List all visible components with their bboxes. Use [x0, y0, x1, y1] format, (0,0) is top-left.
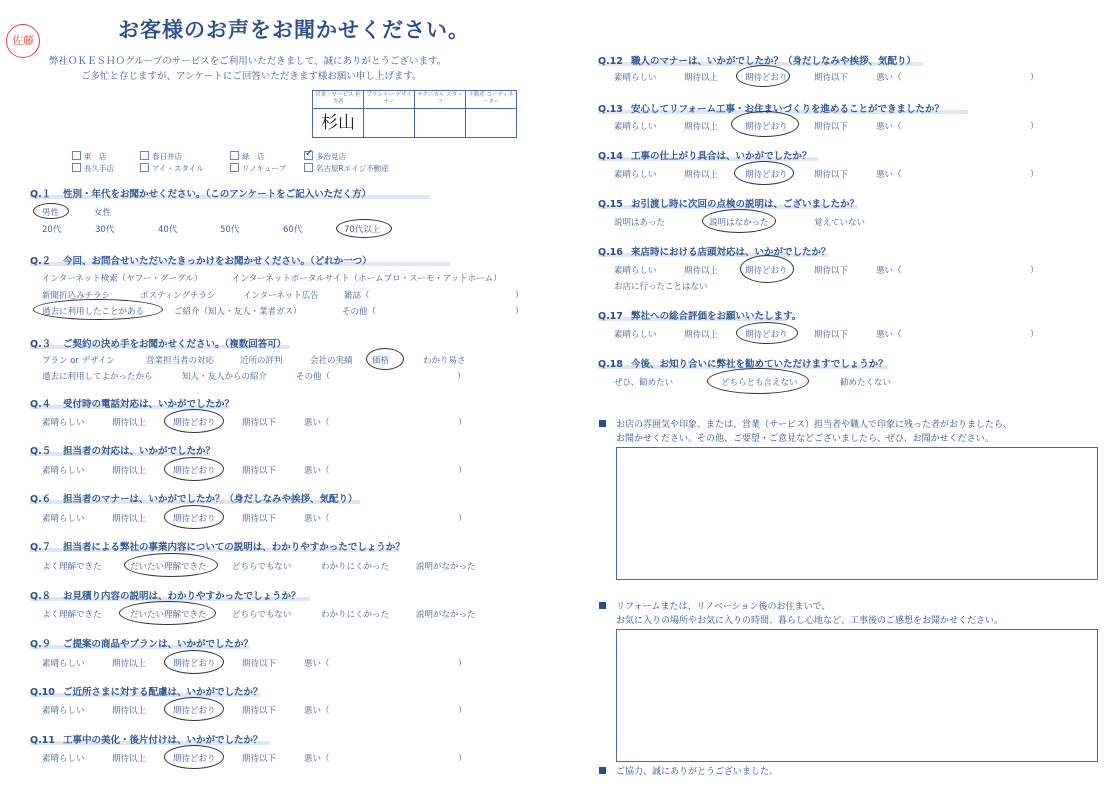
question-17: Q.17 弊社への総合評価をお願いいたします。 [598, 311, 802, 322]
q17-scale [614, 328, 1044, 340]
option[interactable]: 期待どおり [745, 266, 788, 276]
free-answer-box-1[interactable] [616, 447, 1098, 580]
option[interactable]: だいたい理解できた [130, 610, 207, 620]
free-question-2: リフォームまたは、リノベーション後のお住まいで、 お気に入りの場所やお気に入りの時間、暮らし心地など、工事後のご感想をお聞かせください。 [599, 600, 1003, 628]
option[interactable]: 20代 [42, 225, 62, 235]
option[interactable]: 期待以下 [814, 330, 849, 340]
option[interactable]: 悪い（ [304, 659, 330, 669]
question-7: Q.７ 担当者による弊社の事業内容についての説明は、わかりやすかったでしょうか？ [30, 542, 405, 553]
q8-scale [42, 608, 492, 620]
option[interactable]: 素晴らしい [42, 754, 85, 764]
option[interactable]: 期待どおり [173, 466, 216, 476]
option[interactable]: 期待以下 [242, 659, 277, 669]
option[interactable]: 価格 [372, 356, 390, 366]
option[interactable]: 期待以下 [242, 754, 277, 764]
option[interactable]: 素晴らしい [614, 330, 657, 340]
store-label: 緑 店 [242, 152, 265, 161]
staff-header: 営業・サービス 担当者 [313, 91, 364, 109]
question-6: Q.６ 担当者のマナーは、いかがでしたか？（身だしなみや挨拶、気配り） [30, 494, 358, 505]
checkbox[interactable] [304, 163, 313, 172]
option[interactable]: 営業担当者の対応 [146, 356, 215, 366]
answer-circle [164, 409, 224, 433]
option[interactable]: 悪い（ [304, 466, 330, 476]
footer-thanks: ご協力、誠にありがとうございました。 [599, 765, 778, 779]
option[interactable]: インターネットポータルサイト（ホームプロ・スーモ・アットホーム） [232, 274, 502, 284]
answer-circle [33, 203, 69, 219]
answer-circle [164, 745, 224, 769]
option[interactable]: 素晴らしい [42, 706, 85, 716]
free-question-1: お店の雰囲気や印象、または、営業（サービス）担当者や職人で印象に残った者がおりましたら、 お聞かせください。その他、ご要望・ご意見などございましたら、ぜひ、お聞かせください。 [599, 418, 1012, 446]
paren-close: ） [1030, 266, 1039, 276]
option[interactable]: どちらでもない [232, 610, 292, 620]
store-label: アイ・スタイル [152, 164, 204, 173]
staff-signature[interactable] [364, 109, 415, 138]
paren-close: ） [1030, 73, 1039, 83]
q12-scale [614, 71, 1044, 83]
paren-close: ） [515, 307, 524, 317]
option[interactable]: ポスティングチラシ [140, 291, 216, 301]
answer-circle [33, 299, 163, 320]
answer-circle [731, 111, 799, 137]
checkbox[interactable] [230, 151, 239, 160]
q2-row-1 [42, 272, 542, 284]
answer-circle [702, 209, 776, 233]
option[interactable]: 会社の実績 [310, 356, 353, 366]
paren-close: ） [1030, 330, 1039, 340]
paren-close: ） [458, 466, 467, 476]
option[interactable]: 説明がなかった [416, 562, 476, 572]
q11-scale [42, 752, 472, 764]
option[interactable]: 素晴らしい [614, 266, 657, 276]
answer-circle [736, 322, 798, 344]
option[interactable]: 50代 [220, 225, 240, 235]
option[interactable]: 期待以上 [684, 170, 719, 180]
store-label: 東 店 [84, 152, 107, 161]
option[interactable]: 期待以上 [684, 330, 719, 340]
option[interactable]: 期待以上 [112, 659, 147, 669]
answer-circle [707, 368, 809, 394]
option[interactable]: その他（ [342, 307, 377, 317]
option[interactable]: 覚えていない [814, 218, 866, 228]
option[interactable]: その他（ [296, 372, 331, 382]
q16-extra[interactable]: お店に行ったことはない [614, 282, 708, 292]
option[interactable]: 男性 [42, 208, 60, 218]
option[interactable]: わかり易さ [423, 356, 466, 366]
question-13: Q.13 安心してリフォーム工事・お住まいづくりを進めることができましたか？ [598, 104, 945, 115]
seal-text: 佐藤 [12, 34, 34, 47]
question-18: Q.18 今後、お知り合いに弊社を勧めていただけますでしょうか？ [598, 359, 888, 370]
answer-circle [164, 650, 224, 674]
option[interactable]: 悪い（ [876, 122, 902, 132]
question-10: Q.10 ご近所さまに対する配慮は、いかがでしたか？ [30, 687, 263, 698]
option[interactable]: 期待以下 [242, 514, 277, 524]
option[interactable]: 新聞折込みチラシ [42, 291, 111, 301]
q16-scale [614, 264, 1044, 276]
option[interactable]: 素晴らしい [614, 122, 657, 132]
option[interactable]: 30代 [95, 225, 115, 235]
store-label: リノキューブ [242, 164, 287, 173]
option[interactable]: 素晴らしい [42, 418, 85, 428]
q3-row-1 [42, 354, 542, 366]
seal-stamp [6, 24, 40, 58]
answer-circle [736, 65, 790, 87]
option[interactable]: インターネット検索（ヤフー・グーグル） [42, 274, 203, 284]
option[interactable]: 説明がなかった [416, 610, 476, 620]
q14-scale [614, 168, 1044, 180]
paren-close: ） [458, 706, 467, 716]
staff-header: テクニカル スタッフ [415, 91, 466, 109]
option[interactable]: 悪い（ [876, 73, 902, 83]
option[interactable]: よく理解できた [42, 610, 102, 620]
paren-close: ） [458, 754, 467, 764]
q4-scale [42, 416, 472, 428]
option[interactable]: 期待以上 [684, 122, 719, 132]
option[interactable]: 期待どおり [173, 514, 216, 524]
option[interactable]: 70代以上 [344, 225, 381, 235]
option[interactable]: 期待以上 [112, 754, 147, 764]
option[interactable]: 期待以下 [242, 418, 277, 428]
option[interactable]: 説明はなかった [709, 218, 769, 228]
option[interactable]: 期待以下 [814, 122, 849, 132]
question-8: Q.８ お見積り内容の説明は、わかりやすかったでしょうか？ [30, 591, 301, 602]
question-1: Q.１ 性別・年代をお聞かせください。（このアンケートをご記入いただく方） [30, 189, 372, 200]
staff-signature[interactable] [415, 109, 466, 138]
checkbox[interactable] [140, 151, 149, 160]
square-bullet-icon [599, 602, 606, 609]
answer-circle [336, 219, 392, 238]
option[interactable]: 期待以下 [814, 170, 849, 180]
option[interactable]: 期待以上 [112, 466, 147, 476]
option[interactable]: どちらでもない [232, 562, 292, 572]
store-label: 名古屋Rエイジ不動産 [316, 164, 389, 173]
q9-scale [42, 657, 472, 669]
checkbox[interactable] [140, 163, 149, 172]
option[interactable]: 期待どおり [745, 330, 788, 340]
option[interactable]: 期待どおり [745, 170, 788, 180]
option[interactable]: 期待以上 [112, 418, 147, 428]
option[interactable]: どちらとも言えない [721, 378, 798, 388]
option[interactable]: 勧めたくない [840, 378, 892, 388]
question-4: Q.４ 受付時の電話対応は、いかがでしたか？ [30, 399, 235, 410]
answer-circle [124, 553, 218, 577]
option[interactable]: 期待以上 [684, 73, 719, 83]
page-title: お客様のお声をお聞かせください。 [118, 18, 470, 42]
question-12: Q.12 職人のマナーは、いかがでしたか？（身だしなみや挨拶、気配り） [598, 56, 917, 67]
intro-line-1: 弊社ＯＫＥＳＨＯグループのサービスをご利用いただきまして、誠にありがとうございます。 [49, 56, 447, 67]
option[interactable]: 素晴らしい [42, 659, 85, 669]
question-16: Q.16 来店時における店頭対応は、いかがでしたか？ [598, 247, 831, 258]
option[interactable]: 期待どおり [745, 122, 788, 132]
checkbox[interactable] [230, 163, 239, 172]
store-label: 長久手店 [84, 164, 114, 173]
q1-gender [42, 206, 442, 218]
q13-scale [614, 120, 1044, 132]
option[interactable]: わかりにくかった [321, 610, 390, 620]
option[interactable]: 悪い（ [304, 706, 330, 716]
q3-row-2 [42, 370, 542, 382]
question-2: Q.２ 今回、お問合せいただいたきっかけをお聞かせください。（どれか一つ） [30, 256, 372, 267]
option[interactable]: 過去に利用してよかったから [42, 372, 153, 382]
option[interactable]: 期待どおり [173, 706, 216, 716]
question-3: Q.３ ご契約の決め手をお聞かせください。（複数回答可） [30, 339, 287, 350]
option[interactable]: 素晴らしい [614, 170, 657, 180]
option[interactable]: 期待以上 [684, 266, 719, 276]
option[interactable]: わかりにくかった [321, 562, 390, 572]
answer-circle [740, 255, 794, 283]
store-label: 春日井店 [152, 152, 182, 161]
answer-circle [164, 505, 224, 529]
answer-circle [119, 601, 216, 625]
option[interactable]: 女性 [94, 208, 112, 218]
option[interactable]: 悪い（ [876, 330, 902, 340]
paren-close: ） [458, 514, 467, 524]
staff-header: プランナー デザイナー [364, 91, 415, 109]
option[interactable]: プラン or デザイン [42, 356, 116, 366]
option[interactable]: 期待どおり [745, 73, 788, 83]
option[interactable]: 悪い（ [304, 418, 330, 428]
option[interactable]: ぜひ、勧めたい [614, 378, 674, 388]
q6-scale [42, 512, 472, 524]
q7-scale [42, 560, 492, 572]
q18-options [614, 376, 1044, 388]
option[interactable]: 説明はあった [614, 218, 665, 228]
answer-circle [734, 161, 794, 185]
q15-options [614, 216, 1044, 228]
option[interactable]: 素晴らしい [614, 73, 657, 83]
option[interactable]: だいたい理解できた [130, 562, 207, 572]
staff-header: 不動産 コーディネーター [466, 91, 517, 109]
option[interactable]: よく理解できた [42, 562, 102, 572]
option[interactable]: 期待以上 [112, 706, 147, 716]
option[interactable]: 期待どおり [173, 418, 216, 428]
store-label: 多治見店 [316, 152, 346, 161]
paren-close: ） [458, 659, 467, 669]
checkbox[interactable] [72, 151, 81, 160]
question-14: Q.14 工事の仕上がり具合は、いかがでしたか？ [598, 151, 812, 162]
intro-line-2: ご多忙と存じますが、アンケートにご回答いただきます様お願い申し上げます。 [81, 71, 422, 82]
q10-scale [42, 704, 472, 716]
signature-text: 杉山 [321, 113, 355, 133]
option[interactable]: 悪い（ [876, 170, 902, 180]
option[interactable]: 期待以下 [814, 73, 849, 83]
checkbox-checked[interactable]: ✓ [305, 148, 314, 159]
answer-circle [164, 697, 224, 721]
question-5: Q.５ 担当者の対応は、いかがでしたか？ [30, 446, 216, 457]
checkbox[interactable] [72, 163, 81, 172]
paren-close: ） [457, 372, 466, 382]
paren-close: ） [1030, 170, 1039, 180]
staff-signature[interactable] [466, 109, 517, 138]
paren-close: ） [458, 418, 467, 428]
option[interactable]: 期待以下 [242, 706, 277, 716]
option[interactable]: 悪い（ [304, 754, 330, 764]
free-answer-box-2[interactable] [616, 629, 1098, 762]
option[interactable]: 期待どおり [173, 754, 216, 764]
question-9: Q.９ ご提案の商品やプランは、いかがでしたか？ [30, 639, 254, 650]
option[interactable]: 悪い（ [876, 266, 902, 276]
paren-close: ） [515, 291, 524, 301]
square-bullet-icon [599, 420, 606, 427]
option[interactable]: 素晴らしい [42, 514, 85, 524]
option[interactable]: ご紹介（知人・友人・業者ガス） [174, 307, 302, 317]
staff-signature[interactable] [313, 109, 364, 138]
option[interactable]: 近所の評判 [240, 356, 283, 366]
option[interactable]: 40代 [158, 225, 178, 235]
paren-close: ） [1030, 122, 1039, 132]
question-11: Q.11 工事中の美化・後片付けは、いかがでしたか？ [30, 735, 263, 746]
answer-circle [366, 348, 404, 370]
option[interactable]: 過去に利用したことがある [42, 307, 145, 317]
square-bullet-icon [599, 767, 606, 774]
option[interactable]: 期待以下 [242, 466, 277, 476]
option[interactable]: 期待以上 [112, 514, 147, 524]
option[interactable]: 知人・友人からの紹介 [182, 372, 268, 382]
q5-scale [42, 464, 472, 476]
option[interactable]: 期待以下 [814, 266, 849, 276]
option[interactable]: 雑誌（ [344, 291, 370, 301]
option[interactable]: 素晴らしい [42, 466, 85, 476]
option[interactable]: 悪い（ [304, 514, 330, 524]
question-15: Q.15 お引渡し時に次回の点検の説明は、ございましたか？ [598, 199, 860, 210]
option[interactable]: インターネット広告 [243, 291, 319, 301]
option[interactable]: 60代 [283, 225, 303, 235]
answer-circle [164, 457, 224, 481]
option[interactable]: 期待どおり [173, 659, 216, 669]
staff-table [312, 90, 517, 138]
